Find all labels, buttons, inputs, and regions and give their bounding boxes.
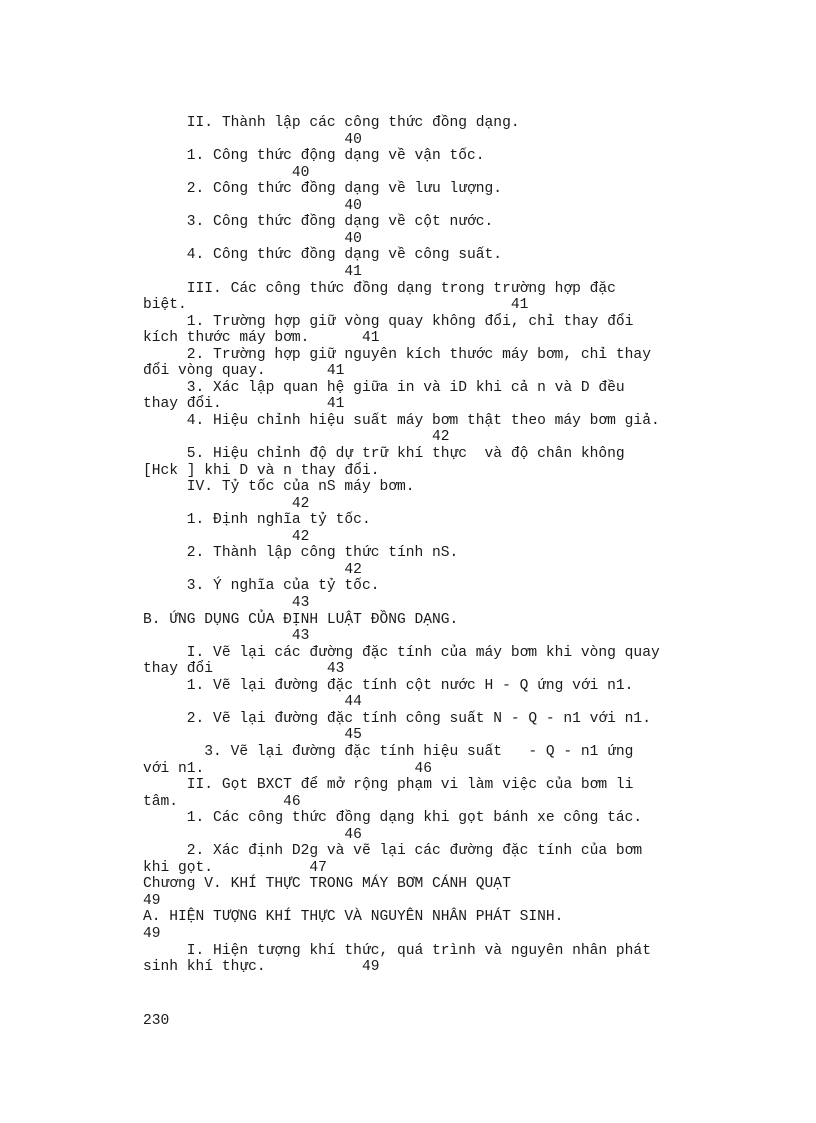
toc-line: với n1. 46 bbox=[143, 760, 433, 777]
toc-line: 2. Trường hợp giữ nguyên kích thước máy bơm, chỉ thay bbox=[143, 346, 651, 363]
toc-line: khi gọt. 47 bbox=[143, 859, 327, 876]
toc-line: 43 bbox=[143, 628, 310, 645]
toc-line: 4. Hiệu chỉnh hiệu suất máy bơm thật theo máy bơm giả. bbox=[143, 412, 660, 429]
toc-line: IV. Tỷ tốc của nS máy bơm. bbox=[143, 479, 415, 496]
toc-line: 49 bbox=[143, 892, 161, 909]
toc-line: 3. Vẽ lại đường đặc tính hiệu suất - Q - n1 ứng bbox=[143, 743, 634, 760]
page-number: 230 bbox=[143, 1013, 170, 1029]
toc-line: 40 bbox=[143, 230, 362, 247]
toc-line: 40 bbox=[143, 131, 362, 148]
toc-line: 42 bbox=[143, 561, 362, 578]
toc-line: 1. Các công thức đồng dạng khi gọt bánh xe công tác. bbox=[143, 810, 643, 827]
toc-line: 2. Thành lập công thức tính nS. bbox=[143, 545, 459, 562]
toc-line: 42 bbox=[143, 495, 310, 512]
toc-line: 3. Công thức đồng dạng về cột nước. bbox=[143, 214, 494, 231]
toc-line: 41 bbox=[143, 264, 362, 280]
toc-line: 42 bbox=[143, 528, 310, 545]
toc-line: 44 bbox=[143, 694, 362, 711]
toc-line: thay đổi 43 bbox=[143, 661, 345, 678]
toc-line: 45 bbox=[143, 727, 362, 744]
toc-line: 49 bbox=[143, 926, 161, 942]
toc-line: tâm. 46 bbox=[143, 793, 301, 810]
toc-line: [Hck ] khi D và n thay đổi. bbox=[143, 462, 380, 479]
toc-line: I. Hiện tượng khí thức, quá trình và nguyên nhân phát bbox=[143, 942, 651, 959]
toc-line: A. HIỆN TƯỢNG KHÍ THỰC VÀ NGUYÊN NHÂN PHÁT SINH. bbox=[143, 909, 564, 926]
toc-line: sinh khí thực. 49 bbox=[143, 959, 380, 976]
toc-line: 1. Công thức động dạng về vận tốc. bbox=[143, 148, 485, 165]
toc-line: III. Các công thức đồng dạng trong trường hợp đặc bbox=[143, 280, 616, 297]
toc-line: Chương V. KHÍ THỰC TRONG MÁY BƠM CÁNH QUẠT bbox=[143, 876, 511, 893]
toc-line: 43 bbox=[143, 595, 310, 611]
toc-line: 40 bbox=[143, 197, 362, 214]
toc-line: kích thước máy bơm. 41 bbox=[143, 330, 380, 347]
toc-line: 2. Xác định D2g và vẽ lại các đường đặc tính của bơm bbox=[143, 843, 643, 860]
toc-line: I. Vẽ lại các đường đặc tính của máy bơm khi vòng quay bbox=[143, 644, 660, 661]
toc-line: 3. Ý nghĩa của tỷ tốc. bbox=[143, 578, 380, 595]
toc-line: 46 bbox=[143, 826, 362, 843]
toc-line: 3. Xác lập quan hệ giữa in và iD khi cả n và D đều bbox=[143, 379, 625, 396]
toc-line: II. Thành lập các công thức đồng dạng. bbox=[143, 115, 520, 131]
toc-line: 2. Công thức đồng dạng về lưu lượng. bbox=[143, 181, 503, 198]
toc-line: 1. Định nghĩa tỷ tốc. bbox=[143, 512, 371, 529]
toc-line: đổi vòng quay. 41 bbox=[143, 363, 345, 380]
toc-line: B. ỨNG DỤNG CỦA ĐỊNH LUẬT ĐỒNG DẠNG. bbox=[143, 611, 459, 628]
toc-line: 5. Hiệu chỉnh độ dự trữ khí thực và độ chân không bbox=[143, 446, 625, 462]
toc-line: thay đổi. 41 bbox=[143, 396, 345, 413]
toc-line: 2. Vẽ lại đường đặc tính công suất N - Q - n1 với n1. bbox=[143, 710, 651, 727]
toc-line: 1. Vẽ lại đường đặc tính cột nước H - Q ứng với n1. bbox=[143, 677, 634, 694]
toc-line: 40 bbox=[143, 164, 310, 181]
toc-line: biệt. 41 bbox=[143, 297, 529, 314]
toc-line: 4. Công thức đồng dạng về công suất. bbox=[143, 247, 503, 264]
toc-line: 42 bbox=[143, 429, 450, 446]
toc-line: II. Gọt BXCT để mở rộng phạm vi làm việc của bơm li bbox=[143, 777, 634, 793]
toc-line: 1. Trường hợp giữ vòng quay không đổi, chỉ thay đổi bbox=[143, 313, 634, 330]
